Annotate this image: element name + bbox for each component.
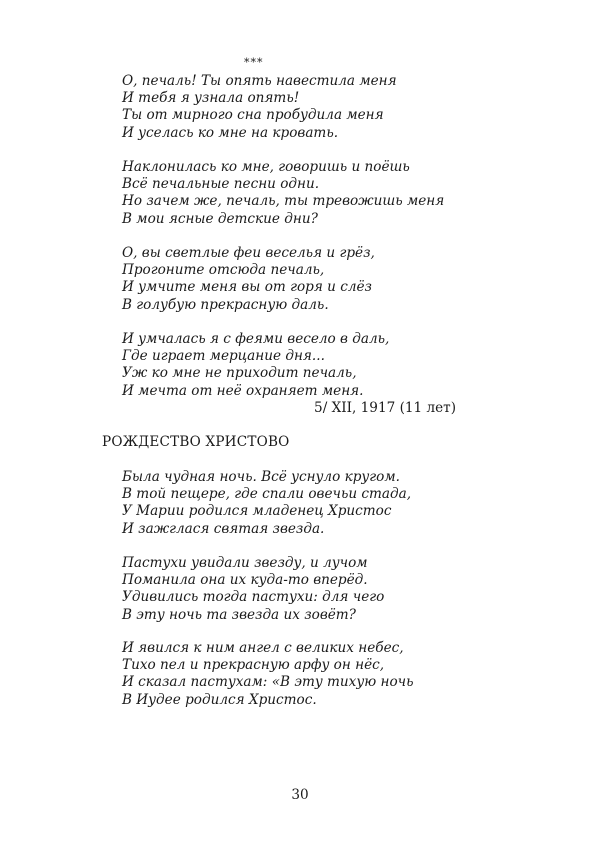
verse-line: Всё печальные песни одни.	[122, 176, 320, 193]
verse-line: В Иудее родился Христос.	[122, 691, 317, 708]
verse-line: Пастухи увидали звезду, и лучом	[122, 555, 368, 571]
verse-line: У Марии родился младенец Христос	[122, 503, 392, 520]
verse-line: И мечта от неё охраняет меня.	[122, 382, 364, 399]
verse-line: И явился к ним ангел с великих небес,	[122, 640, 404, 656]
verse-line: Ты от мирного сна пробудила меня	[122, 107, 384, 124]
verse-line: И уселась ко мне на кровать.	[122, 124, 339, 141]
poem1-stanza-2	[122, 159, 444, 228]
verse-line: И зажглася святая звезда.	[122, 520, 325, 537]
poem1-date: 5/ XII, 1917 (11 лет)	[314, 400, 456, 416]
verse-line: В той пещере, где спали овечьи стада,	[122, 486, 412, 503]
page-number: 30	[291, 787, 309, 803]
poem1-stanza-1	[122, 73, 397, 142]
verse-line: Где играет мерцание дня...	[122, 348, 325, 365]
stanza-separator: ***	[244, 56, 264, 69]
poem1-stanza-4	[122, 331, 389, 400]
verse-line: В голубую прекрасную даль.	[122, 296, 329, 313]
verse-line: Уж ко мне не приходит печаль,	[122, 365, 357, 382]
verse-line: Прогоните отсюда печаль,	[122, 262, 325, 279]
verse-line: И сказал пастухам: «В эту тихую ночь	[122, 674, 414, 691]
verse-line: Наклонилась ко мне, говоришь и поёшь	[122, 159, 410, 175]
poem2-stanza-1	[122, 469, 411, 538]
poem1-stanza-3	[122, 245, 375, 314]
verse-line: Тихо пел и прекрасную арфу он нёс,	[122, 657, 385, 674]
verse-line: О, вы светлые феи веселья и грёз,	[122, 245, 375, 261]
poem2-stanza-3	[122, 640, 414, 709]
verse-line: Но зачем же, печаль, ты тревожишь меня	[122, 193, 445, 210]
verse-line: И умчалась я с феями весело в даль,	[122, 331, 390, 347]
verse-line: О, печаль! Ты опять навестила меня	[122, 73, 397, 89]
verse-line: Была чудная ночь. Всё уснуло кругом.	[122, 469, 400, 485]
poem2-title: РОЖДЕСТВО ХРИСТОВО	[102, 434, 290, 450]
verse-line: Поманила она их куда-то вперёд.	[122, 572, 368, 589]
verse-line: В эту ночь та звезда их зовёт?	[122, 606, 356, 623]
verse-line: Удивились тогда пастухи: для чего	[122, 589, 385, 606]
poem2-stanza-2	[122, 555, 384, 624]
verse-line: И умчите меня вы от горя и слёз	[122, 279, 372, 296]
verse-line: И тебя я узнала опять!	[122, 90, 300, 107]
verse-line: В мои ясные детские дни?	[122, 210, 318, 227]
